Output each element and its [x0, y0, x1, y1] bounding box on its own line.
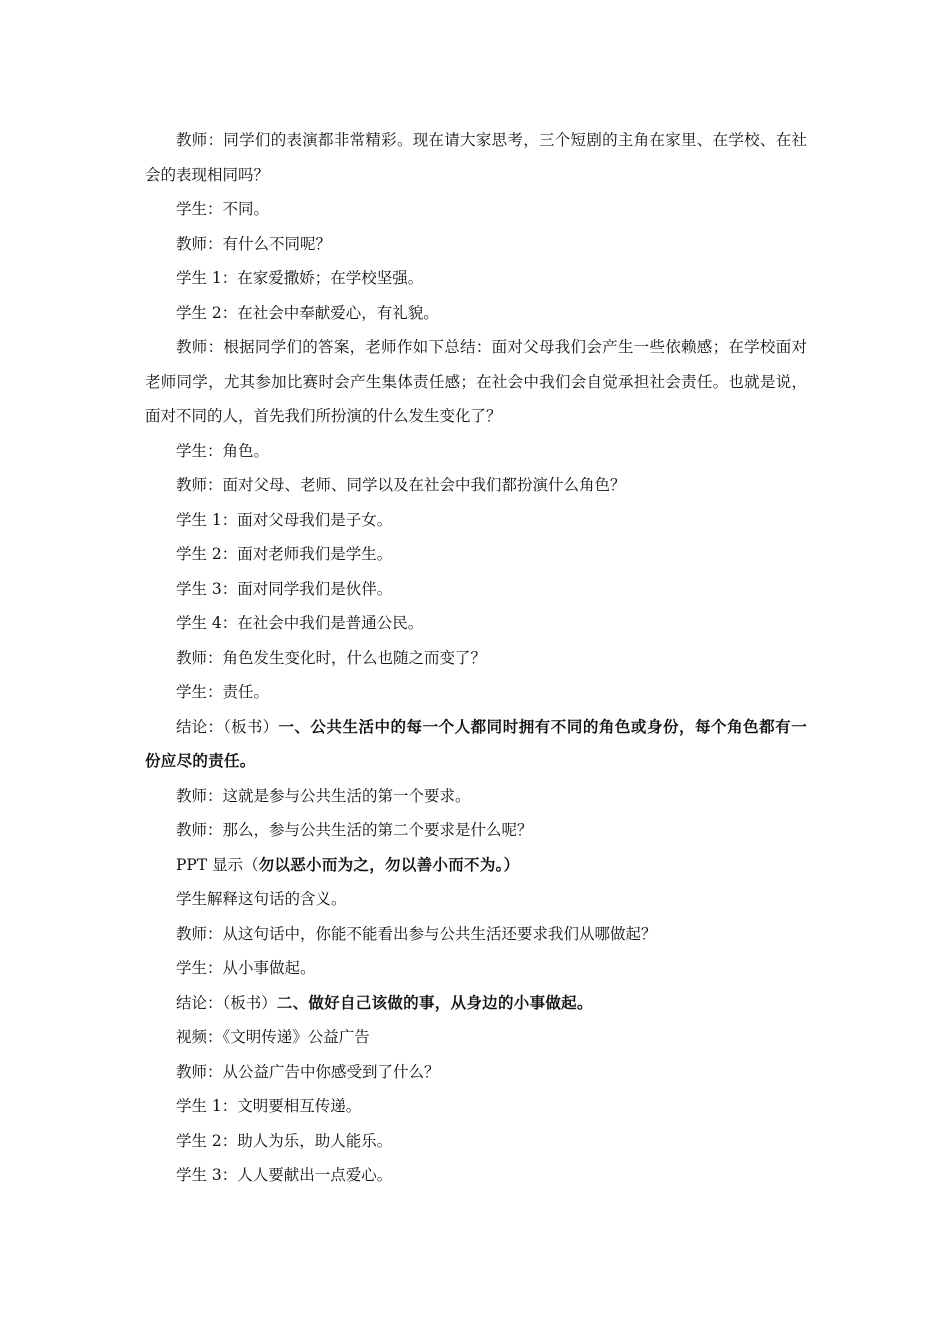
paragraph-activity: 学生解释这句话的含义。 — [176, 890, 347, 908]
ppt-label: PPT 显示（ — [176, 855, 259, 874]
document-body — [145, 123, 807, 1193]
conclusion-bold-text: 一、公共生活中的每一个人都同时拥有不同的角色或身份，每个角色都有一份应尽的责任。 — [145, 717, 807, 770]
conclusion-label: 结论：（板书） — [176, 993, 277, 1012]
paragraph-teacher-question: 教师：有什么不同呢？ — [176, 234, 332, 253]
paragraph-student-answer: 学生 1：在家爱撒娇；在学校坚强。 — [176, 269, 424, 287]
conclusion-bold-text: 二、做好自己该做的事，从身边的小事做起。 — [276, 993, 593, 1012]
paragraph-teacher-question: 教师：那么，参与公共生活的第二个要求是什么呢？ — [176, 821, 533, 839]
paragraph-conclusion — [145, 710, 807, 779]
paragraph-teacher-question: 教师：面对父母、老师、同学以及在社会中我们都扮演什么角色？ — [176, 476, 626, 494]
paragraph-student-answer: 学生 1：文明要相互传递。 — [176, 1097, 362, 1115]
paragraph-teacher-question: 教师：从这句话中，你能不能看出参与公共生活还要求我们从哪做起？ — [176, 924, 657, 943]
conclusion-label: 结论：（板书） — [176, 717, 279, 736]
paragraph-student-answer: 学生：角色。 — [176, 441, 270, 460]
paragraph-student-answer: 学生 2：面对老师我们是学生。 — [176, 545, 393, 563]
paragraph-teacher-statement: 教师：这就是参与公共生活的第一个要求。 — [176, 786, 471, 805]
paragraph-student-answer: 学生 2：助人为乐，助人能乐。 — [176, 1131, 393, 1150]
paragraph-teacher-summary: 教师：根据同学们的答案，老师作如下总结：面对父母我们会产生一些依赖感；在学校面对老师同学，尤其参加比赛时会产生集体责任感；在社会中我们会自觉承担社会责任。也就是说，面对不同的人，首先我们所扮演的什么发生变化了？ — [145, 338, 807, 425]
paragraph-teacher-question: 教师：从公益广告中你感受到了什么？ — [176, 1062, 440, 1081]
paragraph-teacher-question: 教师：同学们的表演都非常精彩。现在请大家思考，三个短剧的主角在家里、在学校、在社会的表现相同吗？ — [145, 131, 807, 184]
paragraph-teacher-question: 教师：角色发生变化时，什么也随之而变了？ — [176, 648, 487, 667]
paragraph-student-answer: 学生 1：面对父母我们是子女。 — [176, 510, 393, 529]
paragraph-conclusion — [145, 986, 807, 1021]
paragraph-student-answer: 学生 3：人人要献出一点爱心。 — [176, 1166, 393, 1184]
paragraph-student-answer: 学生 2：在社会中奉献爱心，有礼貌。 — [176, 303, 439, 322]
paragraph-video: 视频：《文明传递》公益广告 — [176, 1028, 370, 1046]
paragraph-student-answer: 学生 3：面对同学我们是伙伴。 — [176, 579, 393, 598]
ppt-bold-text: 勿以恶小而为之，勿以善小而不为。） — [258, 855, 520, 874]
paragraph-student-answer: 学生：责任。 — [176, 683, 270, 701]
paragraph-ppt-display — [145, 848, 807, 883]
paragraph-student-answer: 学生：从小事做起。 — [176, 959, 316, 977]
paragraph-student-answer: 学生 4：在社会中我们是普通公民。 — [176, 614, 424, 632]
paragraph-student-answer: 学生：不同。 — [176, 200, 270, 218]
